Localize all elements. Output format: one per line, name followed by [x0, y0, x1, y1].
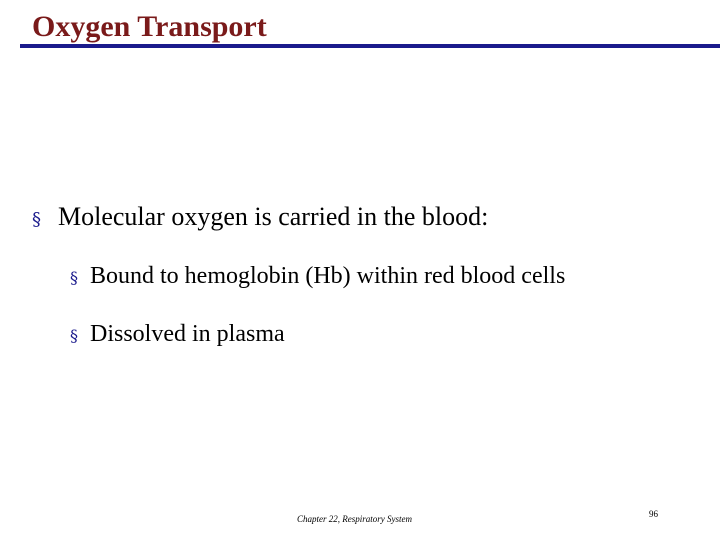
sub-bullet-plasma	[70, 321, 285, 348]
page-number: 96	[649, 509, 658, 519]
bullet-level-1	[32, 202, 488, 232]
sub-bullet-marker-icon: §	[70, 268, 78, 287]
bullet-marker-icon: §	[32, 209, 41, 230]
slide-footer: Chapter 22, Respiratory System	[297, 514, 412, 524]
sub-bullet-marker-icon: §	[70, 326, 78, 345]
bullet-text: Molecular oxygen is carried in the blood:	[58, 202, 489, 231]
slide-title: Oxygen Transport	[32, 10, 267, 43]
sub-bullet-text: Bound to hemoglobin (Hb) within red blood cells	[90, 263, 566, 289]
sub-bullet-text: Dissolved in plasma	[90, 321, 285, 347]
sub-bullet-hemoglobin	[70, 263, 565, 290]
title-underline-rule	[20, 44, 720, 48]
